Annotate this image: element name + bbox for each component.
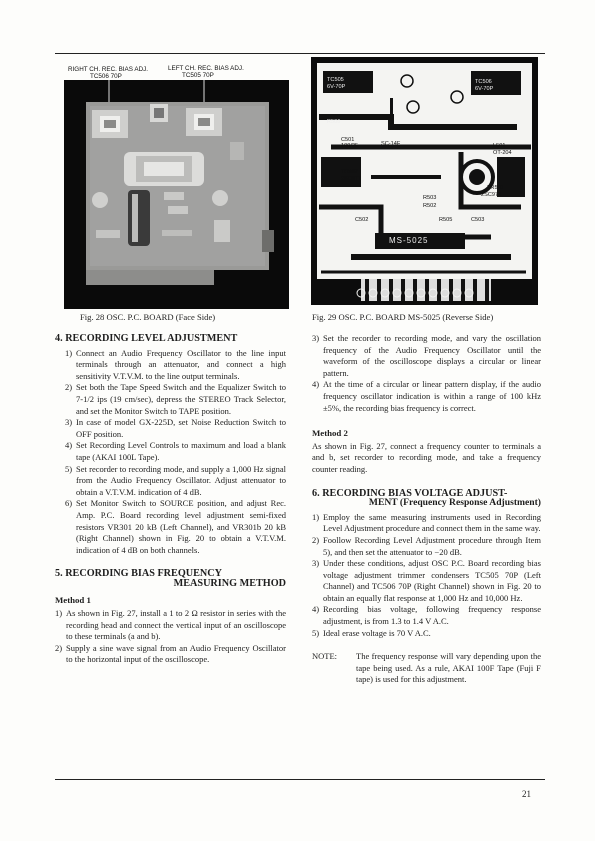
pcb-label-6v70p-right: 6V-70P [475, 86, 494, 92]
section5cont-list [312, 333, 541, 414]
section4-item: 4) Set Recording Level Controls to maximum and load a blank tape (AKAI 100L Tape). [65, 440, 286, 462]
section6-title: 6. RECORDING BIAS VOLTAGE ADJUST- [312, 487, 508, 499]
pcb-label-r503: R503 [423, 195, 437, 201]
section6-item: 1) Employ the same measuring instruments used in Recording Level Adjustment procedure and connect them in the same way. [312, 511, 541, 534]
pcb-label-ot204: OT-204 [493, 150, 512, 156]
section4-item: 1) Connect an Audio Frequency Oscillator to the line input terminals through an attenuator, and connect a high sensitivity V.T.V.M. to the line output terminals. [65, 347, 286, 381]
trimmer-tc505 [186, 108, 222, 136]
section4-item: 3) In case of model GX-225D, set Noise Reduction Switch to OFF position. [65, 417, 286, 439]
section4-list [55, 348, 286, 557]
section5-item: 1) As shown in Fig. 27, install a 1 to 2 Ω resistor in series with the recording head and connect the vertical input of an oscilloscope to these terminals (a and b). [55, 608, 286, 642]
bottom-rule [55, 779, 545, 780]
top-rule [55, 53, 545, 54]
pcb-label-c501: C501 [341, 137, 355, 143]
section6-note: NOTE: The frequency response will vary depending upon the tape being used. As a rule, AKAI 100F Tape (Fuji F tape) is used for this adjustment. [312, 651, 541, 685]
section6-title-cont: MENT (Frequency Response Adjustment) [368, 497, 541, 509]
section6-item: 5) Ideal erase voltage is 70 V A.C. [312, 627, 431, 638]
osc-coil [124, 152, 204, 186]
pcb-label-tr501: TR501 [487, 185, 504, 191]
pcb-label-c503: C503 [471, 217, 485, 223]
fig28-label-left: LEFT CH. REC. BIAS ADJ. TC505 70P [168, 65, 244, 79]
fig28-photo [64, 80, 289, 309]
fig28-label-right: RIGHT CH. REC. BIAS ADJ. TC506 70P [68, 66, 149, 80]
left-column [55, 333, 286, 666]
section4-item: 2) Set both the Tape Speed Switch and the Equalizer Switch to 7-1/2 ips (19 cm/sec), depress the STEREO Track Selector, and set the Monitor Switch to TAPE position. [65, 382, 286, 416]
pcb-label-r506: R506 [327, 119, 341, 125]
section5-item: 2) Supply a sine wave signal from an Audio Frequency Oscillator to the horizontal input of the oscilloscope. [55, 642, 286, 665]
pcb-label-tc505: TC505 [327, 77, 344, 83]
pcb-label-c501-value: 100/25 [341, 143, 359, 149]
pcb-label-tc506: TC506 [475, 79, 492, 85]
section6-list [312, 512, 541, 640]
section4-item: 6) Set Monitor Switch to SOURCE position, and adjust Rec. Amp. P.C. Board recording level adjustment semi-fixed resistors VR301 20 kB (Left Channel), and VR301b 20 kB (Right Channel) shown in Fig. 20 to obtain a V.T.V.M. indication of 4 dB on both channels. [65, 498, 286, 555]
fig29-photo [311, 57, 538, 305]
section6-item: 4) Recording bias voltage, following frequency response adjustment, is from 1.3 to 1.4 V A.C. [312, 604, 541, 627]
pcb-label-c502: C502 [355, 217, 369, 223]
section6-item: 2) Foollow Recording Level Adjustment procedure through Item 5), and then set the attenuator to −20 dB. [312, 534, 541, 557]
right-column [312, 333, 541, 686]
electrolytic-capacitor [128, 190, 150, 246]
fig29-caption: Fig. 29 OSC. P.C. BOARD MS-5025 (Reverse Side) [312, 312, 494, 322]
trimmer-tc506 [92, 110, 128, 138]
pcb-label-tr502: TR502 [341, 169, 358, 175]
fig28-caption: Fig. 28 OSC. P.C. BOARD (Face Side) [80, 312, 216, 322]
section5-item: 3) Set the recorder to recording mode, and vary the oscillation frequency of the Audio Frequency Oscillator until the waveform of the oscilloscope displays a circular or linear pattern. [312, 333, 541, 378]
osc-board-face-illustration [64, 80, 289, 309]
section5-title: 5. RECORDING BIAS FREQUENCY [55, 568, 222, 580]
pcb-label-r505: R505 [439, 217, 453, 223]
section5-method2: Method 2 [312, 428, 348, 439]
pcb-label-l501: L501 [493, 143, 506, 149]
pcb-label-tr502-type: 2SC971 [341, 176, 362, 182]
page-number: 21 [522, 789, 531, 799]
section5-method1: Method 1 [55, 595, 91, 606]
section5-title-cont: MEASURING METHOD [173, 577, 286, 589]
section4-item: 5) Set recorder to recording mode, and supply a 1,000 Hz signal from the Audio Frequency Oscillator. Adjust attenuator to obtain a V.T.V.M. indication of 4 dB. [65, 463, 286, 497]
pcb-label-tr501-type: 2SC971 [481, 192, 502, 198]
section5-item: 4) At the time of a circular or linear pattern display, if the audio frequency oscillator indication is within a range of 100 kHz ±5%, the recording bias frequency is correct. [312, 379, 541, 413]
section6-item: 3) Under these conditions, adjust OSC P.C. Board recording bias voltage adjustment trimmer condensers TC505 70P (Left Channel) and TC506 70P (Right Channel) shown in Fig. 20 to obtain an equally flat response at 1,000 Hz and 10,000 Hz. [312, 558, 541, 603]
section4-title: 4. RECORDING LEVEL ADJUSTMENT [55, 333, 238, 344]
pcb-label-r502: R502 [423, 203, 437, 209]
section5-list [55, 608, 286, 666]
section5-method2-text: As shown in Fig. 27, connect a frequency counter to terminals a and b, set recorder to recording mode, and take a frequency counter reading. [312, 440, 541, 474]
pcb-label-sc14f: SC-14F [381, 141, 401, 147]
pcb-label-6v70p-left: 6V-70P [327, 84, 346, 90]
pcb-label-ms5025: MS-5025 [389, 236, 429, 245]
